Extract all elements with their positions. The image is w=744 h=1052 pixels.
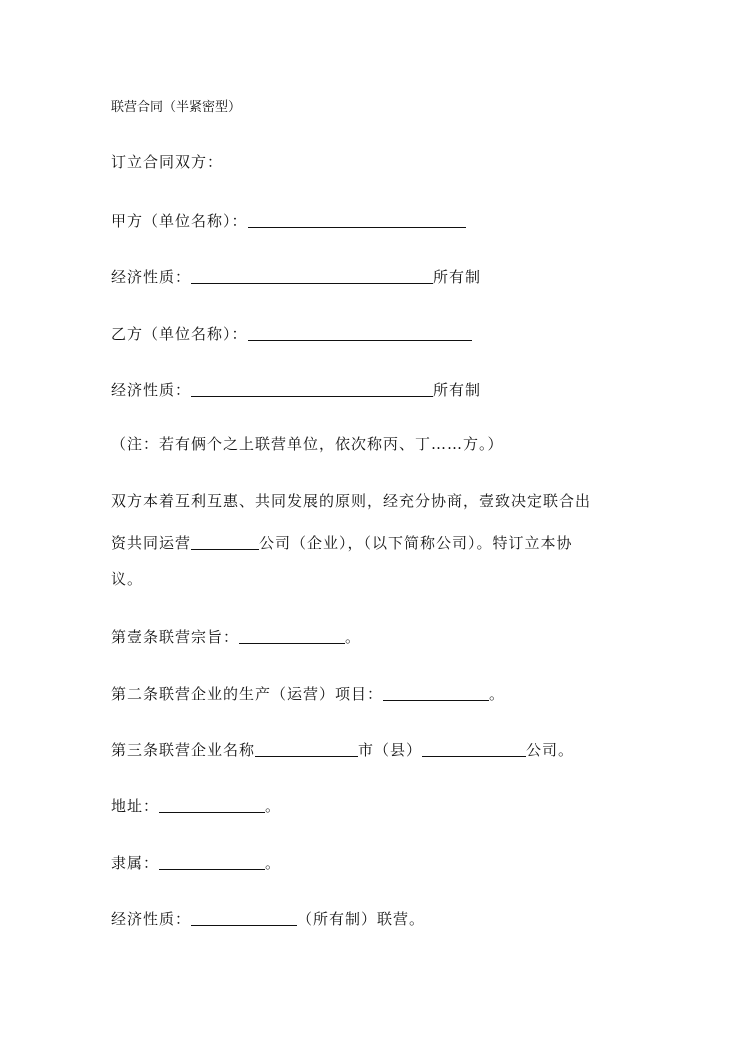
article-3-line [111, 741, 574, 758]
article-3-suffix: 公司。 [526, 741, 575, 759]
article-1-field[interactable] [239, 628, 345, 644]
party-a-nature-line [111, 268, 481, 285]
address-field[interactable] [159, 797, 265, 813]
affiliation-suffix: 。 [265, 854, 282, 872]
party-a-nature-suffix: 所有制 [433, 268, 482, 286]
article-3-mid: 市（县） [358, 741, 423, 759]
article-3-label: 第三条联营企业名称 [111, 741, 256, 759]
preamble-line-2-start: 资共同运营 [111, 534, 192, 552]
document-title: 联营合同（半紧密型） [111, 100, 242, 115]
nature-line [111, 910, 425, 927]
nature-suffix: （所有制）联营。 [297, 910, 426, 928]
address-line [111, 797, 281, 814]
preamble-line-2-end: 公司（企业），（以下简称公司）。特订立本协 [259, 534, 573, 552]
party-a-nature-field[interactable] [191, 268, 433, 284]
address-suffix: 。 [265, 797, 282, 815]
article-2-field[interactable] [383, 685, 489, 701]
article-3-city-field[interactable] [255, 741, 358, 757]
party-b-name-field[interactable] [248, 325, 472, 341]
article-3-company-field[interactable] [422, 741, 526, 757]
party-a-label: 甲方（单位名称）： [111, 212, 248, 230]
address-label: 地址： [111, 797, 160, 815]
party-a-line [111, 212, 466, 229]
nature-label: 经济性质： [111, 910, 192, 928]
article-2-suffix: 。 [489, 685, 506, 703]
party-b-nature-suffix: 所有制 [433, 381, 482, 399]
article-2-line [111, 685, 505, 702]
parties-intro: 订立合同双方： [111, 153, 224, 171]
party-b-label: 乙方（单位名称）： [111, 325, 248, 343]
article-1-suffix: 。 [345, 628, 362, 646]
party-a-nature-label: 经济性质： [111, 268, 192, 286]
note-text: （注：若有俩个之上联营单位，依次称丙、丁……方。） [111, 435, 504, 453]
party-a-name-field[interactable] [248, 212, 466, 228]
article-1-line [111, 628, 361, 645]
affiliation-label: 隶属： [111, 854, 160, 872]
company-name-field[interactable] [191, 534, 259, 550]
article-1-label: 第壹条联营宗旨： [111, 628, 240, 646]
party-b-nature-line [111, 381, 481, 398]
nature-field[interactable] [191, 910, 297, 926]
party-b-nature-label: 经济性质： [111, 381, 192, 399]
party-b-line [111, 325, 472, 342]
party-b-nature-field[interactable] [191, 381, 433, 397]
affiliation-line [111, 854, 281, 871]
affiliation-field[interactable] [159, 854, 265, 870]
article-2-label: 第二条联营企业的生产（运营）项目： [111, 685, 384, 703]
preamble-line-2 [111, 534, 573, 551]
preamble-line-1: 双方本着互利互惠、共同发展的原则，经充分协商，壹致决定联合出 [111, 492, 592, 510]
preamble-line-3: 议。 [111, 570, 144, 588]
